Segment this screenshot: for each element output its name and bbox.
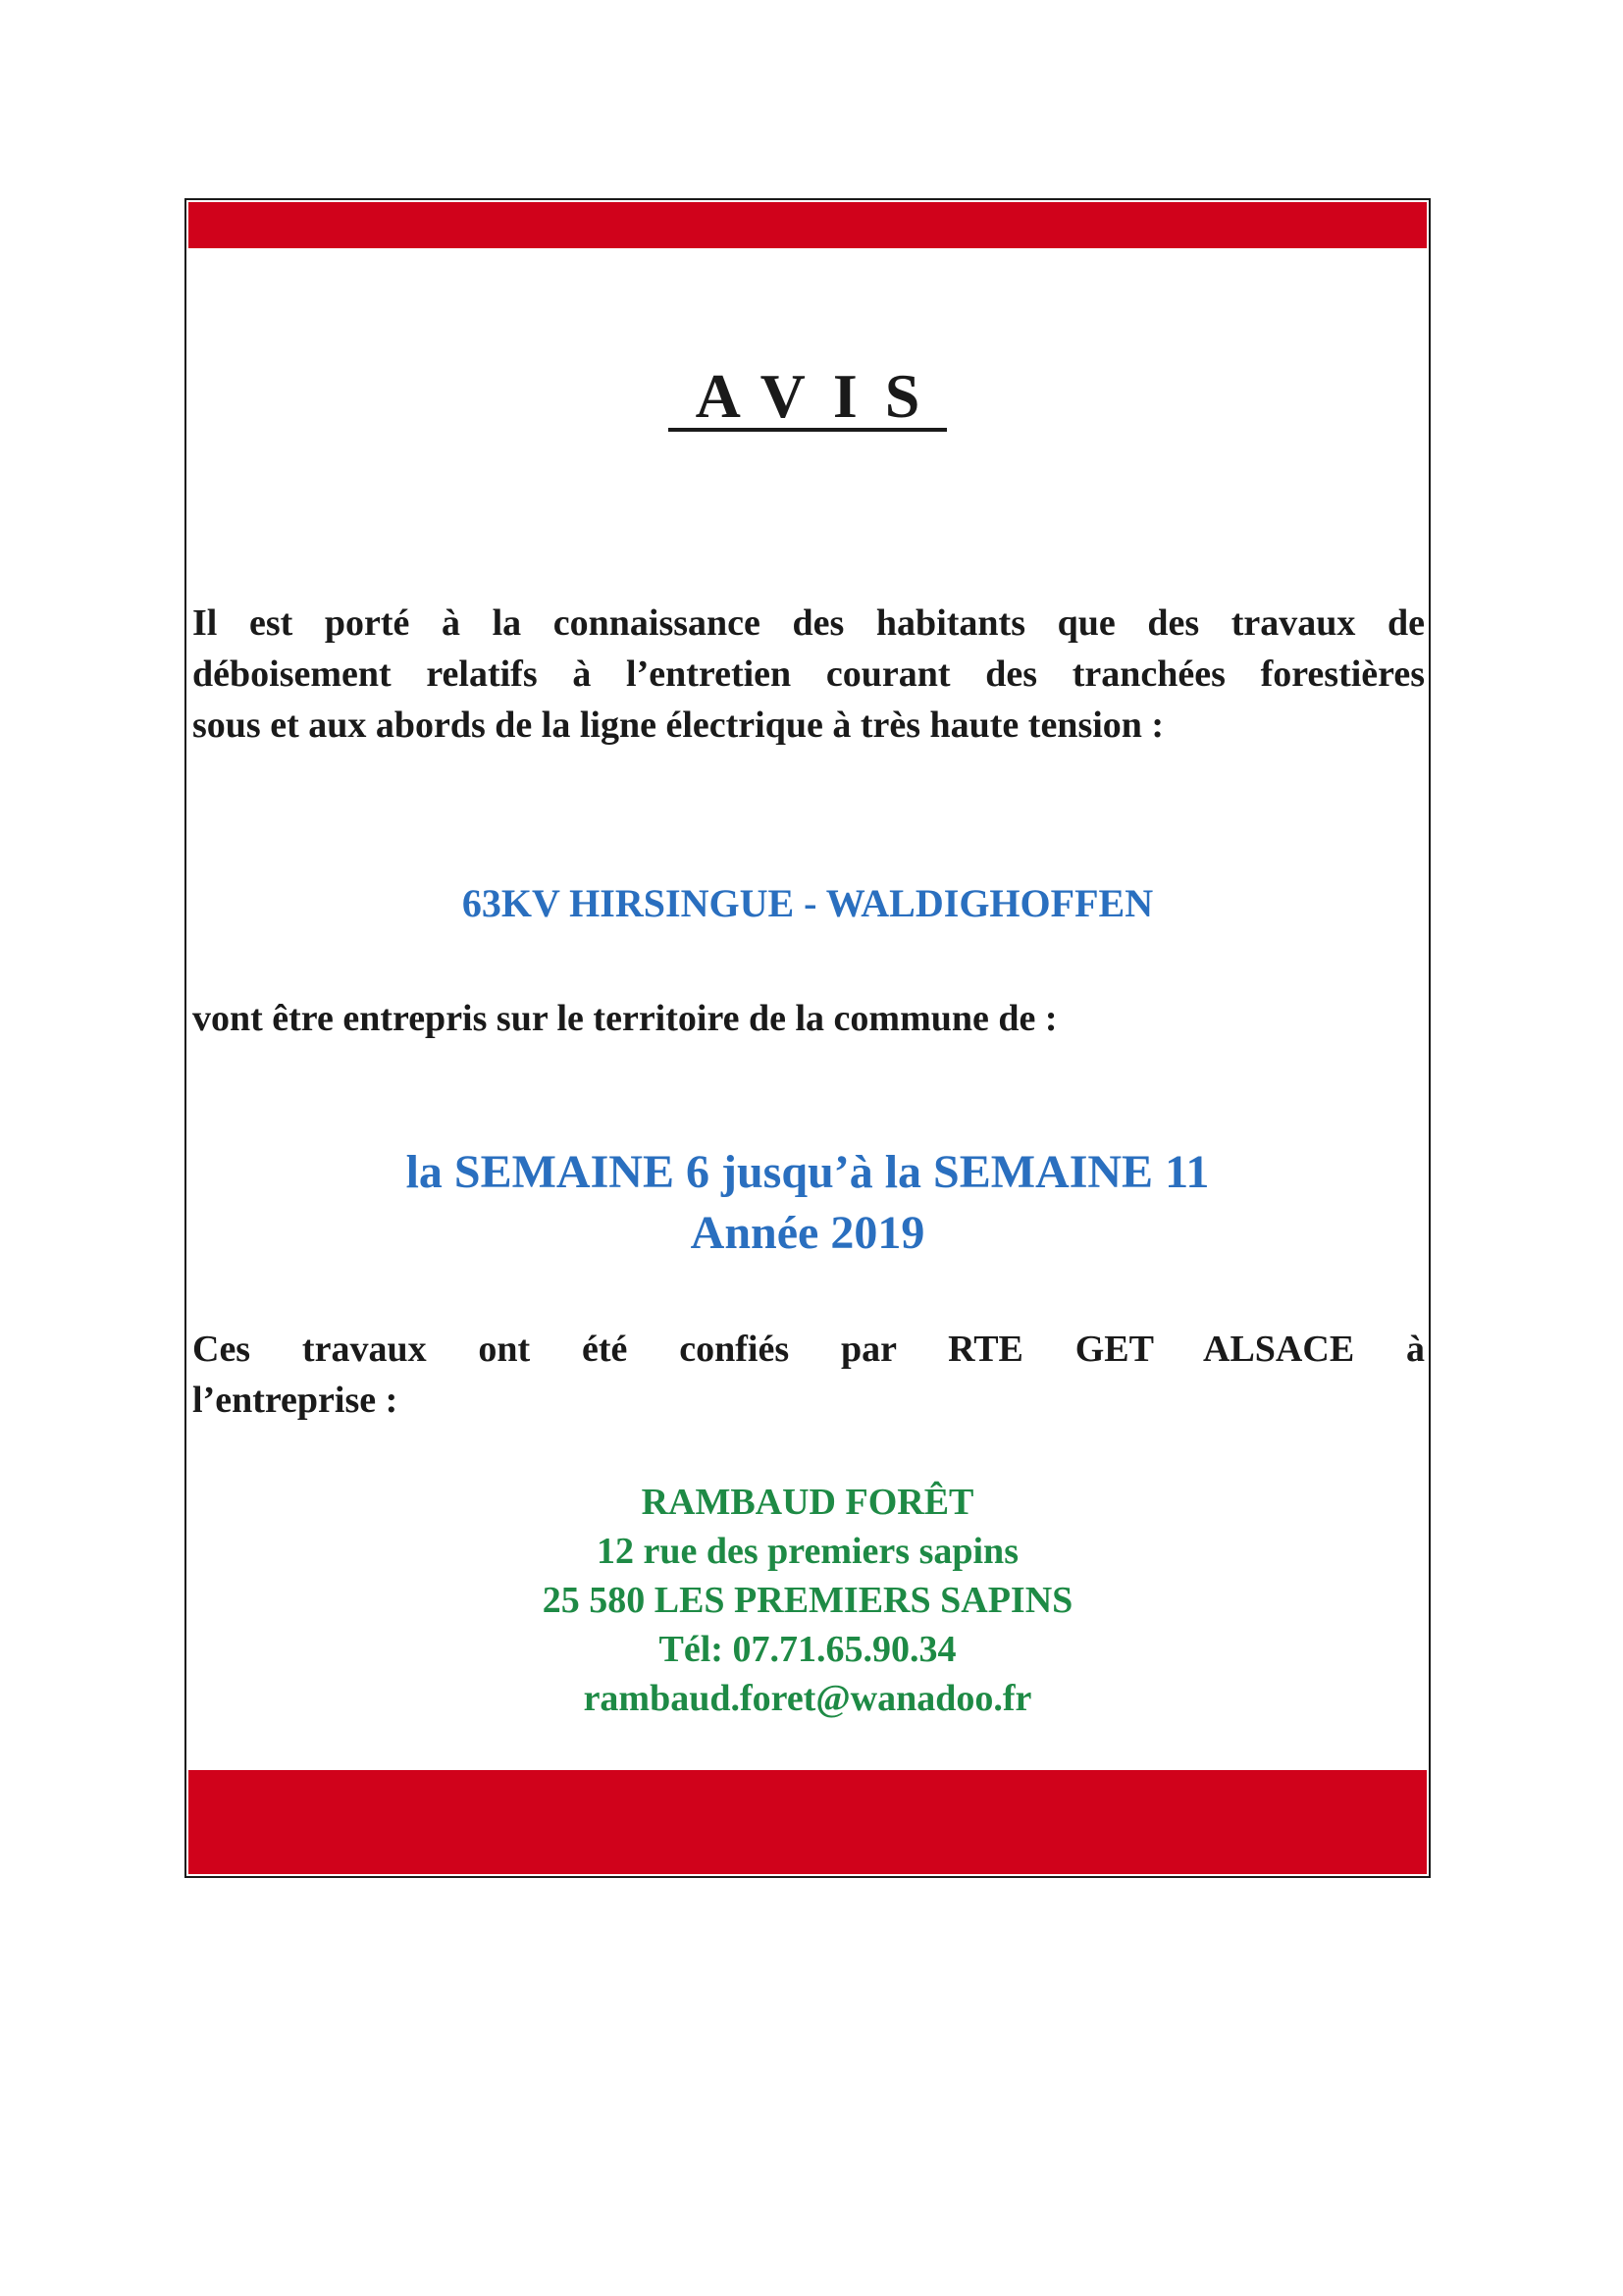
work-period-weeks: la SEMAINE 6 jusqu’à la SEMAINE 11 <box>405 1146 1210 1198</box>
company-street: 12 rue des premiers sapins <box>597 1531 1019 1572</box>
notice-title-text: AVIS <box>668 365 948 432</box>
company-phone: Tél: 07.71.65.90.34 <box>658 1629 957 1670</box>
intro-line-3: sous et aux abords de la ligne électrique à très haute tension : <box>192 704 1165 746</box>
notice-title <box>186 357 1429 436</box>
contractor-line-2: l’entreprise : <box>192 1380 398 1421</box>
notice-frame <box>184 198 1431 1878</box>
company-name: RAMBAUD FORÊT <box>641 1482 974 1523</box>
intro-line-1: Il est porté à la connaissance des habitants que des travaux de <box>192 602 1425 644</box>
power-line-name-text: 63KV HIRSINGUE - WALDIGHOFFEN <box>461 881 1154 925</box>
bottom-red-band <box>188 1770 1427 1874</box>
commune-line: vont être entrepris sur le territoire de la commune de : <box>192 998 1058 1039</box>
contractor-line-1: Ces travaux ont été confiés par RTE GET ALSACE à <box>192 1329 1425 1370</box>
work-period-year: Année 2019 <box>690 1207 925 1259</box>
power-line-name <box>186 877 1429 930</box>
company-email: rambaud.foret@wanadoo.fr <box>583 1678 1032 1719</box>
work-period <box>186 1142 1429 1264</box>
intro-line-2: déboisement relatifs à l’entretien courant des tranchées forestières <box>192 653 1425 695</box>
company-city: 25 580 LES PREMIERS SAPINS <box>542 1580 1073 1621</box>
commune-paragraph <box>192 993 1425 1044</box>
intro-paragraph <box>192 598 1425 751</box>
company-info <box>186 1478 1429 1723</box>
contractor-paragraph <box>192 1324 1425 1426</box>
top-red-band <box>188 202 1427 248</box>
